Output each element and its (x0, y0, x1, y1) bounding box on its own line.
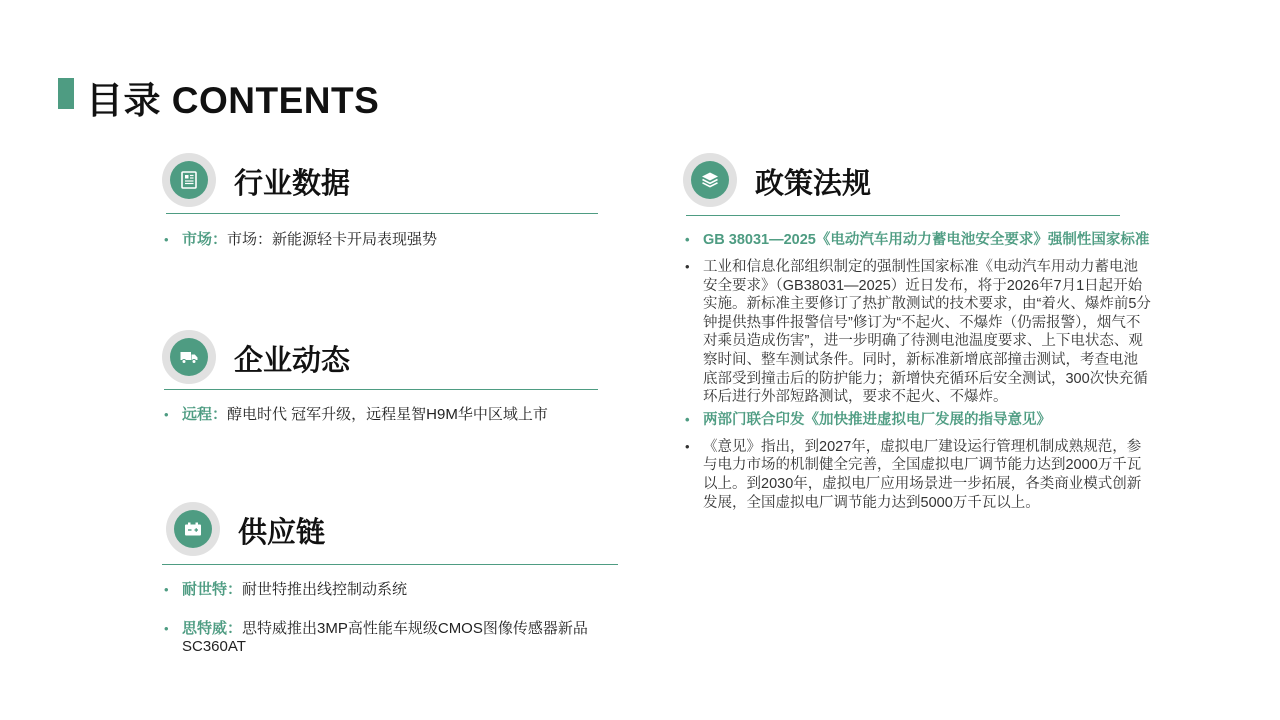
bullet-dot: • (164, 621, 169, 636)
item-heading: GB 38031—2025《电动汽车用动力蓄电池安全要求》强制性国家标准 (703, 232, 1150, 248)
bullet-dot: • (685, 411, 690, 427)
newspaper-icon (162, 153, 216, 207)
bullet-dot: • (685, 259, 690, 274)
bullet-dot: • (164, 407, 169, 422)
bullet-list (164, 406, 600, 424)
item-label: 耐世特： (182, 581, 243, 598)
section-header (683, 153, 1153, 213)
bullet-list (685, 231, 1151, 512)
list-item (685, 231, 1151, 249)
section-policy (683, 153, 1153, 511)
section-title: 供应链 (238, 517, 326, 549)
item-heading: 两部门联合印发《加快推进虚拟电厂发展的指导意见》 (703, 411, 1051, 428)
section-header (162, 330, 602, 390)
item-text: 工业和信息化部组织制定的强制性国家标准《电动汽车用动力蓄电池安全要求》（GB38031—2025）近日发布，将于2026年7月1日起开始实施。新标准主要修订了热扩散测试的技术要求，由“着火、爆炸前5分钟提供热事件报警信号”修订为“不起火、不爆炸（仍需报警），烟气不对乘员造成伤害”，进一步明确了待测电池温度要求、上下电状态、观察时间、整车测试条件。同时，新标准新增底部撞击测试，考查电池底部受到撞击后的防护能力；新增快充循环后安全测试，300次快充循环后进行外部短路测试，要求不起火、不爆炸。 (703, 259, 1151, 406)
section-divider (164, 389, 598, 390)
item-text: 思特威推出3MP高性能车规级CMOS图像传感器新品SC360AT (182, 620, 588, 655)
layers-icon (683, 153, 737, 207)
truck-icon (162, 330, 216, 384)
page-title: 目录 CONTENTS (86, 80, 380, 121)
item-label: 远程： (182, 406, 228, 423)
list-item (164, 406, 600, 424)
list-item (685, 438, 1151, 512)
item-text: 《意见》指出，到2027年，虚拟电厂建设运行管理机制成熟规范，参与电力市场的机制健全完善，全国虚拟电厂调节能力达到2000万千瓦以上。到2030年，虚拟电厂应用场景进一步拓展，各类商业模式创新发展，全国虚拟电厂调节能力达到5000万千瓦以上。 (703, 438, 1142, 511)
bullet-dot: • (164, 582, 169, 597)
section-company-news (162, 330, 602, 423)
section-header (166, 502, 622, 562)
section-title: 企业动态 (234, 345, 351, 377)
title-accent-bar (58, 78, 74, 109)
list-item (164, 620, 618, 656)
list-item (685, 411, 1151, 429)
section-divider (162, 564, 618, 565)
item-text: 耐世特推出线控制动系统 (242, 581, 408, 598)
section-title: 政策法规 (755, 168, 872, 200)
item-text: 醇电时代 冠军升级，远程星智H9M华中区域上市 (227, 406, 548, 423)
list-item (164, 231, 600, 249)
section-supply-chain (164, 502, 622, 655)
item-text: 市场：新能源轻卡开局表现强势 (227, 231, 438, 248)
item-label: 思特威： (182, 620, 243, 637)
battery-icon (166, 502, 220, 556)
list-item (685, 258, 1151, 407)
bullet-list (164, 231, 600, 249)
list-item (164, 581, 618, 599)
bullet-dot: • (164, 232, 169, 247)
bullet-dot: • (685, 438, 690, 454)
section-title: 行业数据 (234, 168, 351, 200)
bullet-list (164, 581, 618, 656)
bullet-dot: • (685, 232, 690, 247)
section-header (162, 153, 602, 213)
section-industry-data (162, 153, 602, 248)
item-label: 市场： (182, 231, 228, 248)
section-divider (686, 215, 1120, 216)
section-divider (166, 213, 598, 214)
